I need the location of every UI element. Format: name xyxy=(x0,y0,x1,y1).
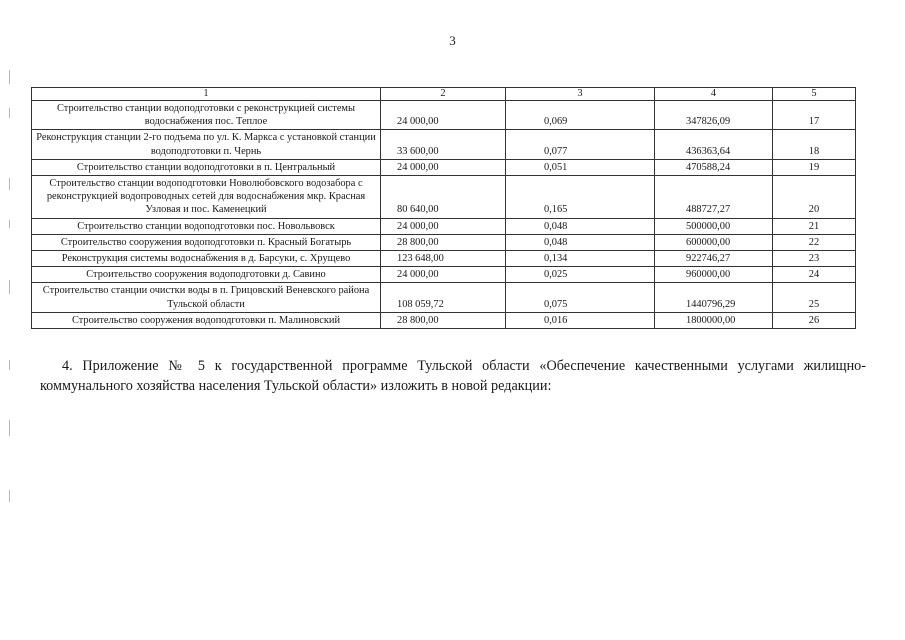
cell-col-2: 33 600,00 xyxy=(381,130,506,159)
cell-project-name: Строительство станции водоподготовки с реконструкцией системы водоснабжения пос. Теплое xyxy=(32,101,381,130)
body-paragraph: 4. Приложение № 5 к государственной программе Тульской области «Обеспечение качественными услугами жилищно-коммунального хозяйства населения Тульской области» изложить в новой редакции: xyxy=(40,358,866,394)
cell-col-5: 19 xyxy=(773,159,856,175)
cell-col-5: 24 xyxy=(773,267,856,283)
cell-col-3: 0,077 xyxy=(506,130,655,159)
table-row xyxy=(32,159,856,175)
cell-col-2: 28 800,00 xyxy=(381,234,506,250)
cell-col-4: 470588,24 xyxy=(655,159,773,175)
cell-col-3: 0,025 xyxy=(506,267,655,283)
cell-col-2: 24 000,00 xyxy=(381,267,506,283)
cell-col-5: 20 xyxy=(773,176,856,219)
cell-col-3: 0,051 xyxy=(506,159,655,175)
cell-col-5: 23 xyxy=(773,251,856,267)
cell-col-2: 28 800,00 xyxy=(381,312,506,328)
table-row xyxy=(32,312,856,328)
cell-col-5: 18 xyxy=(773,130,856,159)
cell-project-name: Реконструкция станции 2-го подъема по ул. К. Маркса с установкой станции водоподготовки п. Чернь xyxy=(32,130,381,159)
table-row xyxy=(32,251,856,267)
cell-col-2: 24 000,00 xyxy=(381,218,506,234)
cell-col-4: 600000,00 xyxy=(655,234,773,250)
cell-col-5: 17 xyxy=(773,101,856,130)
cell-project-name: Строительство сооружения водоподготовки п. Малиновский xyxy=(32,312,381,328)
cell-col-3: 0,048 xyxy=(506,234,655,250)
table-row xyxy=(32,130,856,159)
cell-project-name: Строительство станции водоподготовки в п. Центральный xyxy=(32,159,381,175)
cell-project-name: Реконструкция системы водоснабжения в д. Барсуки, с. Хрущево xyxy=(32,251,381,267)
cell-col-4: 347826,09 xyxy=(655,101,773,130)
table-row xyxy=(32,267,856,283)
page-number: 3 xyxy=(449,33,456,48)
cell-col-2: 108 059,72 xyxy=(381,283,506,312)
cell-col-4: 960000,00 xyxy=(655,267,773,283)
margin-scan-marks xyxy=(9,60,13,530)
table-row xyxy=(32,234,856,250)
cell-col-4: 1800000,00 xyxy=(655,312,773,328)
column-header: 5 xyxy=(773,88,856,101)
table-row xyxy=(32,218,856,234)
cell-col-5: 26 xyxy=(773,312,856,328)
cell-project-name: Строительство станции водоподготовки Новолюбовского водозабора с реконструкцией водопроводных сетей для водоснабжения мкр. Красная Узловая и пос. Каменецкий xyxy=(32,176,381,219)
cell-col-2: 24 000,00 xyxy=(381,159,506,175)
column-header: 1 xyxy=(32,88,381,101)
cell-col-2: 123 648,00 xyxy=(381,251,506,267)
cell-col-4: 436363,64 xyxy=(655,130,773,159)
column-header: 2 xyxy=(381,88,506,101)
cell-col-4: 1440796,29 xyxy=(655,283,773,312)
cell-col-2: 80 640,00 xyxy=(381,176,506,219)
cell-project-name: Строительство станции водоподготовки пос. Новольвовск xyxy=(32,218,381,234)
cell-col-4: 922746,27 xyxy=(655,251,773,267)
column-header: 4 xyxy=(655,88,773,101)
cell-col-5: 25 xyxy=(773,283,856,312)
data-table xyxy=(31,87,856,329)
cell-col-3: 0,048 xyxy=(506,218,655,234)
cell-col-3: 0,134 xyxy=(506,251,655,267)
table-row xyxy=(32,176,856,219)
cell-project-name: Строительство станции очистки воды в п. Грицовский Веневского района Тульской области xyxy=(32,283,381,312)
data-table-container xyxy=(31,87,855,329)
cell-col-4: 488727,27 xyxy=(655,176,773,219)
column-header: 3 xyxy=(506,88,655,101)
table-row xyxy=(32,101,856,130)
cell-col-2: 24 000,00 xyxy=(381,101,506,130)
cell-col-5: 21 xyxy=(773,218,856,234)
cell-project-name: Строительство сооружения водоподготовки д. Савино xyxy=(32,267,381,283)
cell-col-3: 0,165 xyxy=(506,176,655,219)
table-row xyxy=(32,283,856,312)
cell-col-5: 22 xyxy=(773,234,856,250)
table-body xyxy=(32,101,856,329)
cell-col-3: 0,016 xyxy=(506,312,655,328)
cell-col-4: 500000,00 xyxy=(655,218,773,234)
cell-project-name: Строительство сооружения водоподготовки п. Красный Богатырь xyxy=(32,234,381,250)
cell-col-3: 0,075 xyxy=(506,283,655,312)
table-header-row xyxy=(32,88,856,101)
cell-col-3: 0,069 xyxy=(506,101,655,130)
